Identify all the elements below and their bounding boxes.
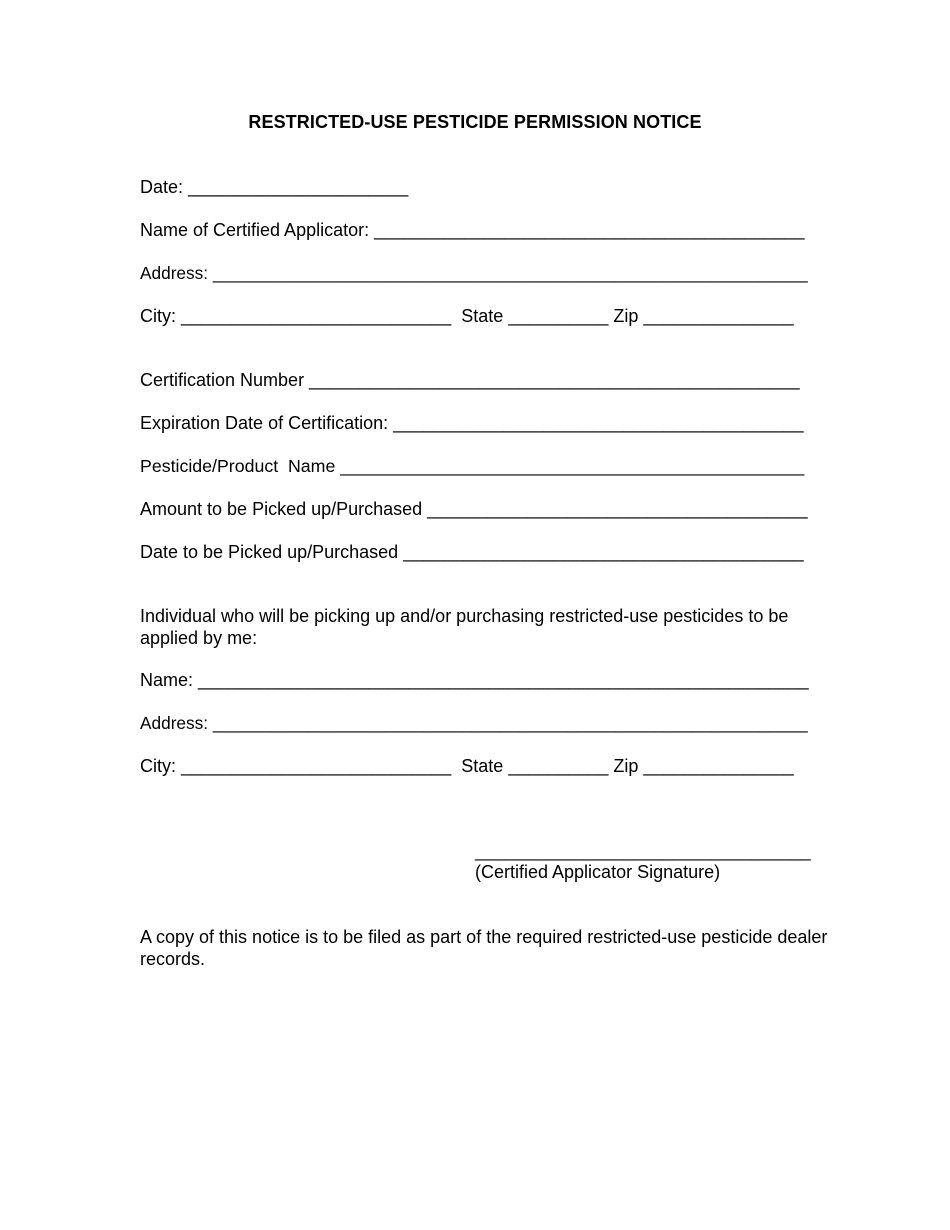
signature-caption: (Certified Applicator Signature)	[475, 862, 721, 882]
certification-number-field[interactable]: Certification Number _________________________________________________	[140, 370, 800, 390]
amount-field[interactable]: Amount to be Picked up/Purchased ______________________________________	[140, 499, 808, 519]
expiration-date-field[interactable]: Expiration Date of Certification: _________________________________________	[140, 413, 804, 433]
individual-intro: Individual who will be picking up and/or purchasing restricted-use pesticides to be applied by me:	[140, 606, 789, 648]
individual-address-field[interactable]: Address: ______________________________________________________________	[140, 713, 808, 733]
applicator-name-field[interactable]: Name of Certified Applicator: ___________________________________________	[140, 220, 805, 240]
individual-name-field[interactable]: Name: _____________________________________________________________	[140, 670, 809, 690]
form-title: RESTRICTED-USE PESTICIDE PERMISSION NOTICE	[248, 112, 702, 132]
product-name-field[interactable]: Pesticide/Product Name _______________________________________________	[140, 456, 805, 476]
date-field[interactable]: Date: ______________________	[140, 177, 409, 197]
applicator-city-state-zip-field[interactable]: City: ___________________________ State __________ Zip _______________	[140, 306, 794, 326]
applicator-address-field[interactable]: Address: ______________________________________________________________	[140, 263, 808, 283]
individual-city-state-zip-field[interactable]: City: ___________________________ State __________ Zip _______________	[140, 756, 794, 776]
footer-note: A copy of this notice is to be filed as part of the required restricted-use pesticide dealer records.	[140, 927, 828, 969]
signature-line[interactable]: __________________________________	[475, 841, 811, 861]
pickup-date-field[interactable]: Date to be Picked up/Purchased ________________________________________	[140, 542, 804, 562]
